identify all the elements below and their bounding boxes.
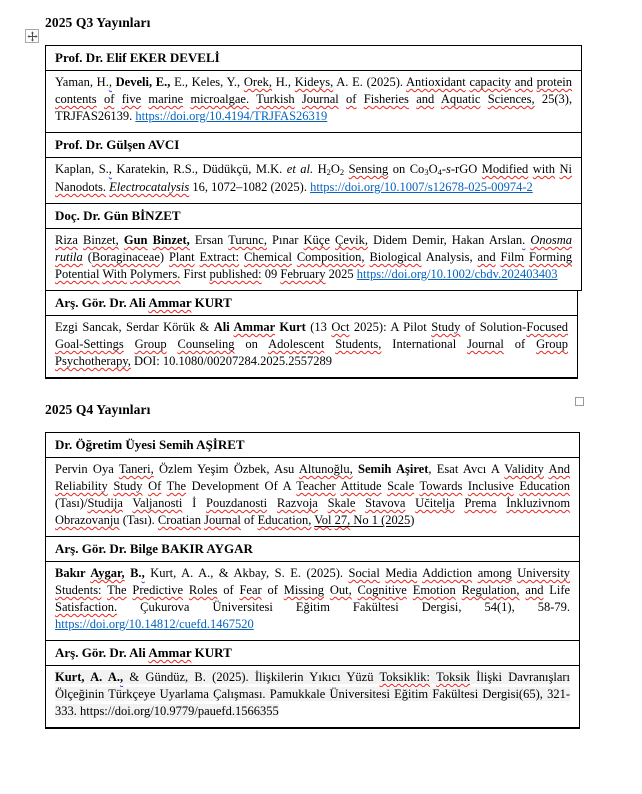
spellcheck-flagged-word: Küçe <box>303 233 330 247</box>
subscript-text: 2 <box>326 167 331 178</box>
spellcheck-flagged-word: Toksik <box>436 670 470 684</box>
spellcheck-flagged-word: Inclusive <box>467 479 514 493</box>
spellcheck-flagged-word: Antioxidant <box>406 75 466 89</box>
spellcheck-flagged-word: With <box>102 267 127 281</box>
citation-segment: Dr. Öğretim Üyesi Semih AŞİRET <box>55 437 245 452</box>
citation-segment: Arş. Gör. Dr. Ali <box>55 295 149 310</box>
section-spacer <box>45 379 582 401</box>
citation-segment: 2025): A Pilot <box>349 320 432 334</box>
citation-segment: Ersan <box>189 233 229 247</box>
citation-segment: ( <box>82 250 92 264</box>
citation-segment: - <box>441 162 447 176</box>
spellcheck-flagged-word: Modified <box>481 162 529 176</box>
spellcheck-flagged-word: Ni <box>559 162 572 176</box>
spellcheck-flagged-word: Composition, <box>296 250 365 264</box>
spellcheck-flagged-word: 27, <box>334 513 351 527</box>
citation-segment <box>55 233 119 247</box>
citation-segment <box>296 479 570 493</box>
person-name <box>55 540 570 557</box>
spellcheck-flagged-word: Electrocatalysis <box>109 180 190 194</box>
citation-segment: 25(3), TRJFAS26139. <box>55 92 573 123</box>
spellcheck-flagged-word: Study <box>113 479 143 493</box>
spellcheck-flagged-word: Focused <box>526 320 568 334</box>
citation-segment: DOI: 10.1080/00207284.2025.2557289 <box>130 354 332 368</box>
spellcheck-flagged-word: Aygar, <box>90 566 125 580</box>
spellcheck-flagged-word: and <box>525 583 544 597</box>
citation-segment: , <box>141 566 145 580</box>
publications-table-q3-last-rows <box>45 290 578 379</box>
document-body <box>45 14 582 729</box>
spellcheck-flagged-word: Journal <box>467 337 504 351</box>
spellcheck-flagged-word: Razvoja <box>276 496 318 510</box>
citation-segment <box>314 513 350 527</box>
person-name-row <box>46 641 579 666</box>
spellcheck-flagged-word: İnkluzivnom <box>506 496 571 510</box>
spellcheck-flagged-word: Çevik, <box>335 233 368 247</box>
citation-segment: (13 <box>305 320 332 334</box>
spellcheck-flagged-word: Cognitive <box>357 583 407 597</box>
spellcheck-flagged-word: Towards <box>419 479 463 493</box>
citation-segment: of <box>217 583 240 597</box>
citation-segment: of <box>503 337 537 351</box>
spellcheck-flagged-word: Counseling <box>177 337 235 351</box>
citation-segment: (Tası). <box>119 513 158 527</box>
spellcheck-flagged-word: Turkish <box>256 92 295 106</box>
citation-segment: A. E. (2025). <box>333 75 407 89</box>
person-name-row <box>46 46 581 71</box>
spellcheck-flagged-word: with <box>532 162 556 176</box>
citation-segment: of <box>261 583 284 597</box>
spellcheck-flagged-word: Study <box>431 320 461 334</box>
spellcheck-flagged-word: University <box>517 566 571 580</box>
person-name <box>55 436 570 453</box>
spellcheck-flagged-word: Skale <box>327 496 356 510</box>
spellcheck-flagged-word: February <box>280 267 326 281</box>
spellcheck-flagged-word: Učitelja <box>415 496 455 510</box>
citation-segment: Prof. Dr. Gülşen AVCI <box>55 137 180 152</box>
spellcheck-flagged-word: Addiction <box>422 566 473 580</box>
citation-segment: International <box>381 337 468 351</box>
citation-segment: Pınar <box>266 233 304 247</box>
citation-segment: Kurt, A. A. <box>55 670 121 684</box>
citation-segment: Ali <box>213 320 234 334</box>
citation-segment: -rGO <box>450 162 482 176</box>
citation-segment <box>210 267 262 281</box>
subscript-text: 4 <box>437 167 442 178</box>
spellcheck-flagged-word: Boraginaceae <box>91 250 160 264</box>
citation-text <box>55 669 570 720</box>
citation-segment: Özlem Yeşim Özbek, Asu <box>153 462 299 476</box>
citation-text <box>55 319 568 370</box>
section-heading-q4: 2025 Q4 Yayınları <box>45 402 151 417</box>
citation-segment: Kurt, A. A., & Akbay, S. E. (2025). <box>144 566 349 580</box>
spellcheck-flagged-word: Obrazovanju <box>55 513 120 527</box>
citation-text <box>55 161 572 196</box>
spellcheck-flagged-word: Journal <box>204 513 241 527</box>
spellcheck-flagged-word: Binzet, <box>152 233 190 247</box>
spellcheck-flagged-word: Binzet, <box>83 233 119 247</box>
citation-segment <box>169 250 422 264</box>
spellcheck-flagged-word: Riza <box>55 233 78 247</box>
spellcheck-flagged-word: Orek, <box>243 75 272 89</box>
citation-segment <box>228 233 267 247</box>
citation-segment: E., Keles, Y., <box>170 75 244 89</box>
citation-segment <box>92 250 160 264</box>
person-name <box>55 136 572 153</box>
spellcheck-flagged-word: Pouzdanosti <box>206 496 268 510</box>
citation-segment: H <box>313 162 327 176</box>
citation-segment <box>284 583 520 597</box>
spellcheck-flagged-word: published: <box>209 267 262 281</box>
citation-segment: İlişki Davranışları Ölçeğinin Türkçeye Uyarlama Çalışması. <box>55 670 571 701</box>
spellcheck-flagged-word: microalgae. <box>190 92 250 106</box>
citation-segment: Didem Demir, Hakan Arslan <box>367 233 523 247</box>
spellcheck-flagged-word: Vol <box>314 513 332 527</box>
spellcheck-flagged-word: Media <box>385 566 418 580</box>
subscript-text: 2 <box>339 167 345 178</box>
publications-table-q4 <box>45 432 580 729</box>
citation-segment: Kaplan, S. <box>55 162 109 176</box>
spellcheck-flagged-word: Social <box>348 566 380 580</box>
citation-segment: Bakır <box>55 566 91 580</box>
citation-segment <box>349 162 389 176</box>
doi-link[interactable]: https://doi.org/10.1002/cbdv.202403403 <box>356 267 558 281</box>
spellcheck-flagged-word: Satisfaction. <box>55 600 118 614</box>
spellcheck-flagged-word: Nanodots. <box>55 180 107 194</box>
spellcheck-flagged-word: Valjanosti <box>132 496 183 510</box>
publication-entry-row <box>46 562 579 641</box>
spellcheck-flagged-word: Of <box>148 479 162 493</box>
spellcheck-flagged-word: Psychotherapy, <box>55 354 131 368</box>
table-resize-handle[interactable] <box>575 397 584 406</box>
citation-segment: . <box>522 233 526 247</box>
person-name-row <box>46 537 579 562</box>
spellcheck-flagged-word: Education <box>519 479 570 493</box>
spellcheck-flagged-word: Ammar <box>148 295 192 310</box>
citation-segment <box>148 295 191 310</box>
citation-segment: Doç. Dr. Gün BİNZET <box>55 208 181 223</box>
citation-segment: No 1 (2025 <box>353 513 411 527</box>
spellcheck-flagged-word: Roles <box>188 583 218 597</box>
publication-entry-row <box>46 229 581 291</box>
citation-segment: ) <box>410 513 415 527</box>
citation-segment: on <box>234 337 269 351</box>
spellcheck-flagged-word: of <box>346 92 357 106</box>
spellcheck-flagged-word: Extract: <box>199 250 240 264</box>
spellcheck-flagged-word: Gun <box>123 233 148 247</box>
spellcheck-flagged-word: Emotion <box>412 583 456 597</box>
spellcheck-flagged-word: Croatian <box>157 513 201 527</box>
citation-segment: (Tası)/ <box>55 496 88 510</box>
citation-segment <box>124 233 190 247</box>
citation-segment: , <box>108 162 112 176</box>
spellcheck-flagged-word: five <box>121 92 142 106</box>
citation-segment: Çukurova Üniversitesi Eğitim Fakültesi Dergisi, 54(1), 58-79. <box>117 600 570 614</box>
publication-entry-row <box>46 158 581 204</box>
publication-entry-row <box>46 458 579 537</box>
citation-segment <box>331 320 349 334</box>
spellcheck-flagged-word: Chemical <box>244 250 292 264</box>
spellcheck-flagged-word: Predictive <box>132 583 184 597</box>
citation-text <box>55 461 570 529</box>
citation-segment: O <box>428 162 438 176</box>
citation-segment: , Esat Avcı A <box>428 462 505 476</box>
spellcheck-flagged-word: Validity <box>504 462 544 476</box>
citation-segment <box>258 513 312 527</box>
spellcheck-flagged-word: Sciences, <box>487 92 535 106</box>
citation-segment: Arş. Gör. Dr. Ali <box>55 645 149 660</box>
spellcheck-flagged-word: and <box>416 92 435 106</box>
spellcheck-flagged-word: And <box>548 462 571 476</box>
spellcheck-flagged-word: Oct <box>331 320 350 334</box>
spellcheck-flagged-word: Prema <box>464 496 497 510</box>
citation-segment <box>268 337 381 351</box>
spellcheck-flagged-word: contents <box>55 92 97 106</box>
spellcheck-flagged-word: Students: <box>55 583 102 597</box>
spellcheck-flagged-word: The <box>107 583 127 597</box>
spellcheck-flagged-word: Kideys, <box>294 75 334 89</box>
citation-segment <box>525 583 543 597</box>
citation-segment: 16, 1072–1082 (2025). <box>189 180 311 194</box>
citation-segment: 2025 <box>325 267 357 281</box>
spellcheck-flagged-word: Attitude <box>340 479 382 493</box>
citation-segment: of <box>240 513 258 527</box>
citation-segment <box>55 600 117 614</box>
citation-text <box>55 565 570 633</box>
citation-segment <box>299 462 353 476</box>
person-name <box>55 294 568 311</box>
citation-segment: Develi, E., <box>115 75 171 89</box>
doi-link[interactable]: https://doi.org/10.14812/cuefd.1467520 <box>55 617 254 631</box>
spellcheck-flagged-word: Goal-Settings <box>55 337 124 351</box>
citation-segment: KURT <box>191 645 232 660</box>
person-name <box>55 207 572 224</box>
section-heading-q3: 2025 Q3 Yayınları <box>45 15 151 30</box>
citation-segment: Karatekin, R.S., Düdükçü, M.K. <box>111 162 287 176</box>
spellcheck-flagged-word: Toksiklik: <box>379 670 431 684</box>
citation-segment <box>87 496 182 510</box>
spellcheck-flagged-word: Group <box>536 337 569 351</box>
spellcheck-flagged-word: Regulation, <box>461 583 520 597</box>
person-name-row <box>46 291 577 316</box>
citation-segment: et al. <box>286 162 314 176</box>
citation-segment <box>234 320 275 334</box>
citation-segment: KURT <box>191 295 232 310</box>
citation-segment: Arş. Gör. Dr. Bilge BAKIR AYGAR <box>55 541 253 556</box>
spellcheck-flagged-word: Out, <box>329 583 352 597</box>
spellcheck-flagged-word: Sensing <box>348 162 389 176</box>
citation-segment: s <box>446 162 451 176</box>
spellcheck-flagged-word: Journal <box>301 92 339 106</box>
citation-segment <box>431 320 460 334</box>
citation-segment: Semih Aşiret <box>358 462 429 476</box>
spellcheck-flagged-word: and <box>477 250 496 264</box>
spellcheck-flagged-word: Missing <box>283 583 325 597</box>
spellcheck-flagged-word: capacity <box>469 75 512 89</box>
citation-segment: , <box>120 670 124 684</box>
citation-segment: O <box>330 162 340 176</box>
table-move-handle-icon[interactable] <box>25 29 39 43</box>
citation-segment <box>239 583 261 597</box>
citation-segment: First <box>180 267 210 281</box>
spellcheck-flagged-word: rutila <box>55 250 83 264</box>
citation-text <box>55 232 572 283</box>
citation-segment: Development Of A <box>186 479 297 493</box>
citation-segment: Yaman, H. <box>55 75 109 89</box>
citation-segment <box>244 75 272 89</box>
citation-segment <box>304 233 368 247</box>
spellcheck-flagged-word: Studija <box>87 496 123 510</box>
publication-entry-row <box>46 71 581 133</box>
spellcheck-flagged-word: Forming <box>529 250 573 264</box>
publication-entry-row <box>46 316 577 378</box>
spellcheck-flagged-word: Fear <box>239 583 262 597</box>
citation-segment: of Solution- <box>460 320 527 334</box>
publications-table-q3 <box>45 45 582 291</box>
four-direction-arrow-icon <box>27 31 38 42</box>
spellcheck-flagged-word: Turunc, <box>228 233 267 247</box>
spellcheck-flagged-word: and <box>514 75 533 89</box>
person-name-row <box>46 133 581 158</box>
spellcheck-flagged-word: Ammar <box>148 645 192 660</box>
citation-segment: İ <box>182 496 207 510</box>
spellcheck-flagged-word: Group <box>134 337 167 351</box>
spellcheck-flagged-word: Altunoğlu, <box>298 462 353 476</box>
spellcheck-flagged-word: Polymers. <box>129 267 181 281</box>
citation-segment: B. <box>124 566 142 580</box>
spellcheck-flagged-word: Reliability <box>55 479 108 493</box>
spellcheck-flagged-word: Adolescent <box>268 337 325 351</box>
spellcheck-flagged-word: marine <box>148 92 184 106</box>
citation-segment: on Co <box>388 162 425 176</box>
spellcheck-flagged-word: Taneri, <box>118 462 154 476</box>
person-name <box>55 644 570 661</box>
doi-link[interactable]: https://doi.org/10.1007/s12678-025-00974-2 <box>310 180 533 194</box>
spellcheck-flagged-word: Fisheries <box>363 92 409 106</box>
citation-segment: H., <box>272 75 295 89</box>
spellcheck-flagged-word: Potential <box>55 267 100 281</box>
citation-text <box>55 74 572 125</box>
citation-segment <box>295 75 334 89</box>
citation-segment <box>158 513 241 527</box>
spellcheck-flagged-word: among <box>477 566 512 580</box>
citation-segment: Prof. Dr. Elif EKER DEVELİ <box>55 50 220 65</box>
spellcheck-flagged-word: The <box>166 479 187 493</box>
doi-link[interactable]: https://doi.org/10.4194/TRJFAS26319 <box>135 109 328 123</box>
person-name-row <box>46 204 581 229</box>
person-name-row <box>46 433 579 458</box>
citation-segment <box>90 566 124 580</box>
person-name <box>55 49 572 66</box>
citation-segment: 09 <box>261 267 281 281</box>
citation-segment <box>467 337 504 351</box>
spellcheck-flagged-word: of <box>103 92 115 106</box>
citation-segment <box>436 670 470 684</box>
publication-entry-row <box>46 666 579 728</box>
citation-segment: Life <box>543 583 571 597</box>
citation-segment <box>380 670 431 684</box>
spellcheck-flagged-word: Students, <box>335 337 382 351</box>
citation-segment <box>119 462 154 476</box>
citation-segment: , <box>108 75 112 89</box>
spellcheck-flagged-word: Education, <box>257 513 312 527</box>
citation-segment <box>109 180 189 194</box>
spellcheck-flagged-word: Film <box>500 250 525 264</box>
spellcheck-flagged-word: Aquatic <box>440 92 481 106</box>
citation-segment: Pervin Oya <box>55 462 119 476</box>
spellcheck-flagged-word: Stavova <box>365 496 406 510</box>
citation-segment: Kurt <box>274 320 306 334</box>
citation-segment <box>280 267 325 281</box>
spellcheck-flagged-word: protein <box>536 75 572 89</box>
citation-segment <box>148 645 191 660</box>
citation-segment: ) <box>159 250 169 264</box>
citation-segment: Pamukkale Üniversitesi Eğitim Fakültesi Dergisi(65), 321-333. https://doi.org/10.9779/pauefd.1566355 <box>55 687 570 718</box>
spellcheck-flagged-word: Teacher <box>296 479 336 493</box>
spellcheck-flagged-word: Plant <box>168 250 195 264</box>
subscript-text: 3 <box>424 167 429 178</box>
spellcheck-flagged-word: Ammar <box>233 320 275 334</box>
spellcheck-flagged-word: Onosma <box>530 233 573 247</box>
spellcheck-flagged-word: Biological <box>369 250 422 264</box>
citation-segment: Analysis, <box>421 250 478 264</box>
citation-segment: & Gündüz, B. (2025). İlişkilerin Yıkıcı Yüzü <box>123 670 380 684</box>
spellcheck-flagged-word: Scale <box>387 479 415 493</box>
citation-segment: Ezgi Sancak, Serdar Körük & <box>55 320 214 334</box>
